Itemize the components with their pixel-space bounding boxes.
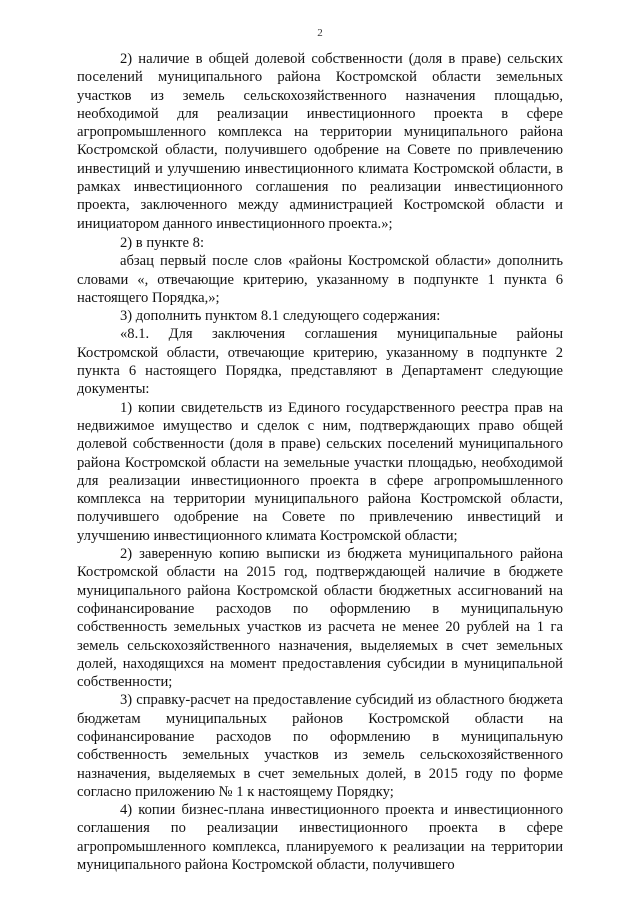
paragraph-point-8-1-intro: 3) дополнить пунктом 8.1 следующего содержания: [120, 308, 441, 325]
paragraph-point-8-header: 2) в пункте 8: [120, 234, 205, 251]
paragraph-document-1: 1) копии свидетельств из Единого государственного реестра прав на недвижимое имущество и сделок с ним, подтверждающих право общей долевой собственности (доля в праве) сельских поселений муниципального района Костромской области на земельные участки площадью, необходимой для реализации инвестиционного проекта в сфере агропромышленного комплекса на территории муниципального района Костромской области, получившего одобрение на Совете по привлечению инвестиций и улучшению инвестиционного климата Костромской области; [77, 399, 563, 544]
document-body [77, 50, 563, 874]
paragraph-item-2-condition: 2) наличие в общей долевой собственности (доля в праве) сельских поселений муниципального района Костромской области земельных участков из земель сельскохозяйственного назначения площадью, необходимой для реализации инвестиционного проекта в сфере агропромышленного комплекса на территории муниципального района Костромской области, получившего одобрение на Совете по привлечению инвестиций и улучшению инвестиционного климата Костромской области, в рамках инвестиционного соглашения по реализации инвестиционного проекта, заключенного между администрацией Костромской области и инициатором данного инвестиционного проекта.»; [77, 51, 563, 232]
paragraph-document-2: 2) заверенную копию выписки из бюджета муниципального района Костромской области на 2015 год, подтверждающей наличие в бюджете муниципального района Костромской области бюджетных ассигнований на софинансирование расходов по оформлению в муниципальную собственность земельных участков из расчета не менее 20 рублей на 1 га земель сельскохозяйственного назначения, выделяемых в счет земельных долей, находящихся на момент предоставления субсидии в муниципальной собственности; [77, 546, 563, 691]
paragraph-document-3: 3) справку-расчет на предоставление субсидий из областного бюджета бюджетам муниципальных районов Костромской области на софинансирование расходов по оформлению в муниципальную собственность земельных участков из земель сельскохозяйственного назначения, выделяемых в счет земельных долей, в 2015 году по форме согласно приложению № 1 к настоящему Порядку; [77, 692, 563, 800]
paragraph-point-8-1-text: «8.1. Для заключения соглашения муниципальные районы Костромской области, отвечающие критерию, указанному в подпункте 2 пункта 6 настоящего Порядка, представляют в Департамент следующие документы: [77, 326, 563, 398]
paragraph-point-8-amendment: абзац первый после слов «районы Костромской области» дополнить словами «, отвечающие критерию, указанному в подпункте 1 пункта 6 настоящего Порядка,»; [77, 253, 563, 306]
paragraph-document-4: 4) копии бизнес-плана инвестиционного проекта и инвестиционного соглашения по реализации инвестиционного проекта в сфере агропромышленного комплекса, планируемого к реализации на территории муниципального района Костромской области, получившего [77, 802, 563, 874]
page-number: 2 [317, 27, 323, 39]
